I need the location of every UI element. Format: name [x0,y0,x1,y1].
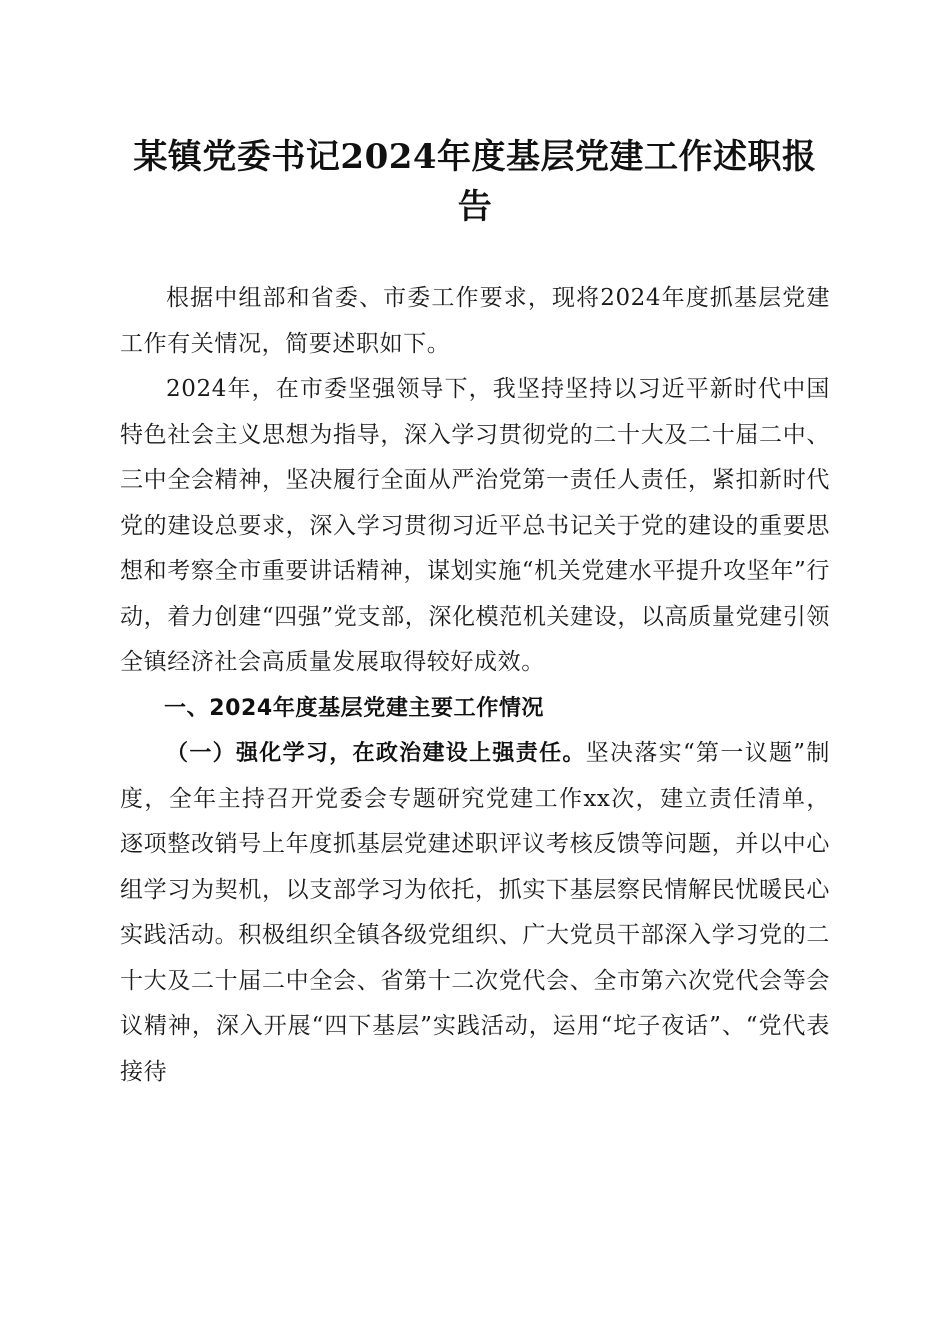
overview-paragraph: 2024年，在市委坚强领导下，我坚持坚持以习近平新时代中国特色社会主义思想为指导，深入学习贯彻党的二十大及二十届二中、三中全会精神，坚决履行全面从严治党第一责任人责任，紧扣新时代党的建设总要求，深入学习贯彻习近平总书记关于党的建设的重要思想和考察全市重要讲话精神，谋划实施“机关党建水平提升攻坚年”行动，着力创建“四强”党支部，深化模范机关建设，以高质量党建引领全镇经济社会高质量发展取得较好成效。 [120,376,830,675]
subsection-paragraph [120,731,830,1095]
section-heading: 一、2024年度基层党建主要工作情况 [164,695,545,721]
intro-paragraph: 根据中组部和省委、市委工作要求，现将2024年度抓基层党建工作有关情况，简要述职如下。 [120,285,830,357]
subsection-body: 坚决落实“第一议题”制度，全年主持召开党委会专题研究党建工作xx次，建立责任清单，逐项整改销号上年度抓基层党建述职评议考核反馈等问题，并以中心组学习为契机，以支部学习为依托，抓实下基层察民情解民忧暖民心实践活动。积极组织全镇各级党组织、广大党员干部深入学习党的二十大及二十届二中全会、省第十二次党代会、全市第六次党代会等会议精神，深入开展“四下基层”实践活动，运用“坨子夜话”、“党代表接待 [120,740,830,1085]
document-body [120,276,830,1095]
document-title: 某镇党委书记2024年度基层党建工作述职报告 [133,137,817,227]
subsection-heading: （一）强化学习，在政治建设上强责任。 [166,741,586,766]
